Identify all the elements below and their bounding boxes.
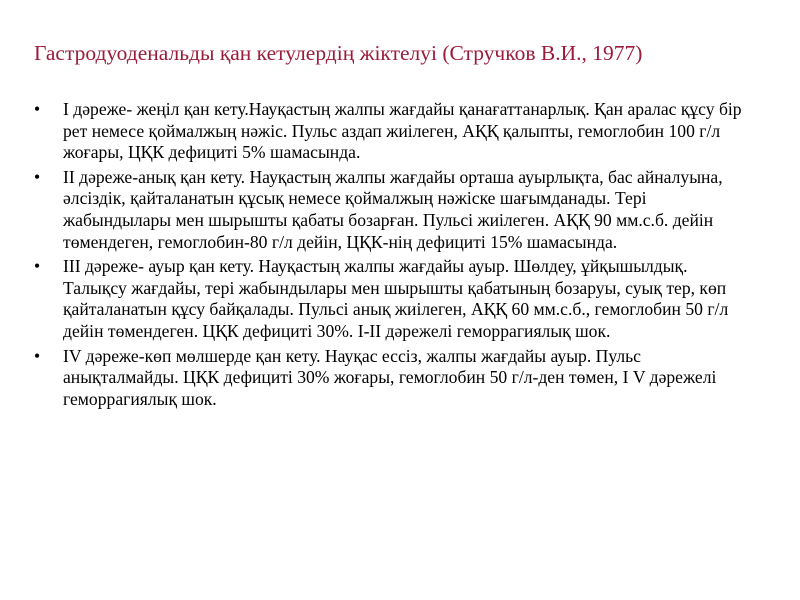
bullet-item-grade-3 [34,256,749,342]
bullet-dot-icon: • [34,166,41,187]
bullet-dot-icon: • [34,256,41,277]
slide-title: Гастродуоденальды қан кетулердің жіктелуі (Стручков В.И., 1977) [34,41,643,65]
bullet-text: ІV дәреже-көп мөлшерде қан кету. Науқас ессіз, жалпы жағдайы ауыр. Пульс анықталмайды. ЦҚК дефициті 30% жоғары, гемоглобин 50 г/л-ден төмен, І V дәрежелі геморрагиялық шок. [63,345,717,409]
bullet-dot-icon: • [34,99,41,119]
bullet-list [34,99,749,413]
bullet-item-grade-2 [34,167,749,253]
bullet-item-grade-1 [34,99,749,164]
bullet-text: І дәреже- жеңіл қан кету.Науқастың жалпы жағдайы қанағаттанарлық. Қан аралас құсу бір рет немесе қоймалжың нәжіс. Пульс аздап жиілеген, АҚҚ қалыпты, гемоглобин 100 г/л жоғары, ЦҚК дефициті 5% шамасында. [63,99,742,163]
bullet-item-grade-4 [34,346,749,411]
bullet-text: ІІІ дәреже- ауыр қан кету. Науқастың жалпы жағдайы ауыр. Шөлдеу, ұйқышылдық. Талықсу жағдайы, тері жабындылары мен шырышты қабатының бозаруы, суық тер, көп қайталанатын құсу байқалады. Пульсі анық жиілеген, АҚҚ 60 мм.с.б., гемоглобин 50 г/л дейін төмендеген. ЦҚК дефициті 30%. І-ІІ дәрежелі геморрагиялық шок. [63,256,729,341]
bullet-dot-icon: • [34,345,41,366]
bullet-text: ІІ дәреже-анық қан кету. Науқастың жалпы жағдайы орташа ауырлықта, бас айналуына, әлсіздік, қайталанатын құсық немесе қоймалжың нәжіске шағымданады. Тері жабындылары мен шырышты қабаты бозарған. Пульсі жиілеген. АҚҚ 90 мм.с.б. дейін төмендеген, гемоглобин-80 г/л дейін, ЦҚК-нің дефициті 15% шамасында. [63,166,723,252]
